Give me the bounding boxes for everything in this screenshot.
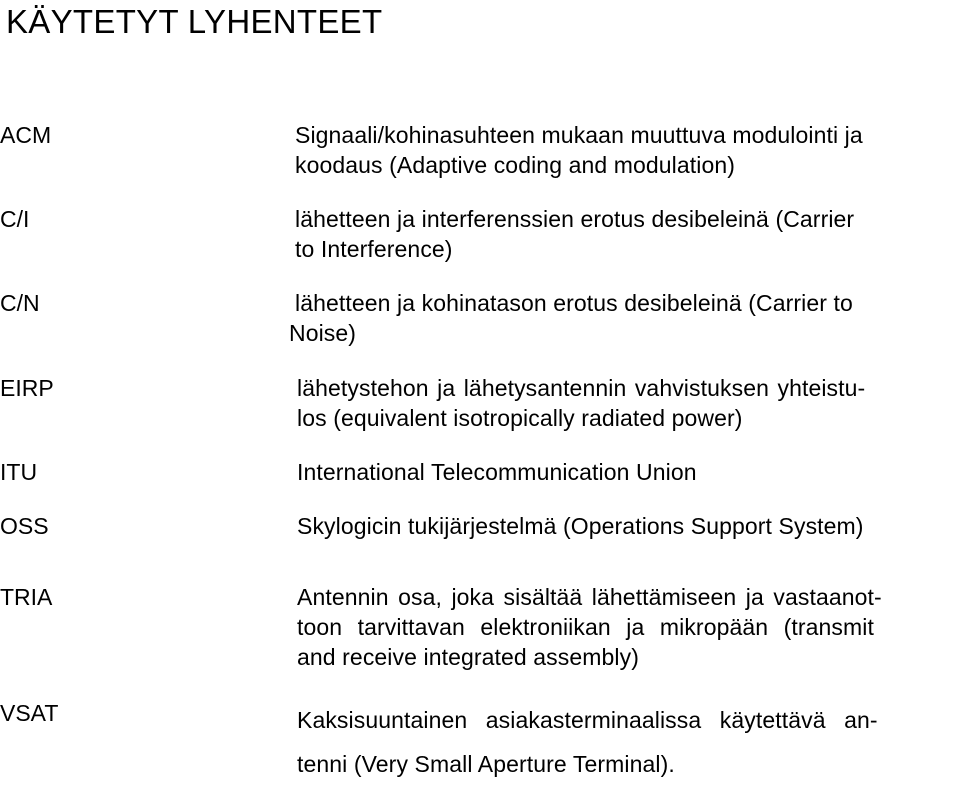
page-title: KÄYTETYT LYHENTEET [6, 3, 383, 40]
definition-tria [297, 582, 882, 672]
definition-itu [297, 457, 697, 487]
definition-eirp [297, 373, 865, 433]
definition-oss [297, 511, 864, 541]
definition-line: koodaus (Adaptive coding and modulation) [295, 152, 736, 178]
abbreviation-eirp: EIRP [0, 375, 54, 401]
definition-line: Antennin osa, joka sisältää lähettämiseen ja vastaanot- [297, 584, 882, 610]
abbreviation-tria: TRIA [0, 584, 53, 610]
definition-line: toon tarvittavan elektroniikan ja mikropään (transmit [297, 614, 874, 640]
definition-ci [295, 204, 854, 264]
abbreviation-acm: ACM [0, 122, 52, 148]
definition-line: Signaali/kohinasuhteen mukaan muuttuva modulointi ja [295, 122, 863, 148]
definition-line: Skylogicin tukijärjestelmä (Operations Support System) [297, 513, 864, 539]
abbreviation-cn: C/N [0, 290, 40, 316]
definition-line: los (equivalent isotropically radiated power) [297, 405, 743, 431]
definition-line: lähetteen ja interferenssien erotus desibeleinä (Carrier [295, 206, 855, 232]
abbreviation-ci: C/I [0, 206, 30, 232]
definition-line: Noise) [289, 320, 357, 346]
definition-cn [289, 288, 853, 348]
definition-line: tenni (Very Small Aperture Terminal). [297, 751, 675, 777]
definition-line: to Interference) [295, 236, 453, 262]
definition-acm [295, 120, 863, 180]
abbreviation-oss: OSS [0, 513, 49, 539]
abbreviation-itu: ITU [0, 459, 38, 485]
definition-line: lähetteen ja kohinatason erotus desibeleinä (Carrier to [295, 290, 853, 316]
definition-line: Kaksisuuntainen asiakasterminaalissa käytettävä an- [297, 707, 878, 733]
abbreviation-vsat: VSAT [0, 700, 59, 726]
definition-line: International Telecommunication Union [297, 459, 697, 485]
definition-line: and receive integrated assembly) [297, 644, 639, 670]
definition-vsat [297, 698, 878, 786]
definition-line: lähetystehon ja lähetysantennin vahvistuksen yhteistu- [297, 375, 866, 401]
